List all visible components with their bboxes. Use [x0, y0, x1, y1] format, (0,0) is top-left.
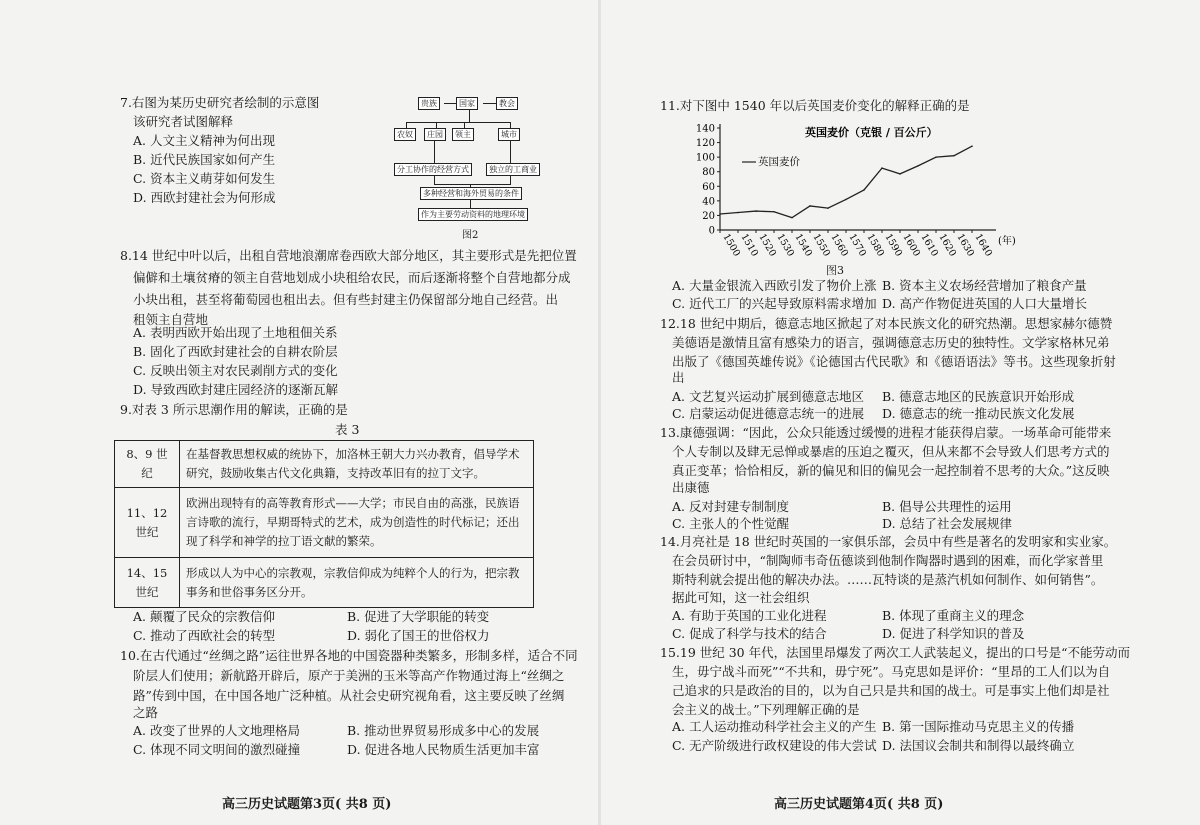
- x-tick-label: 1570: [846, 232, 869, 259]
- table-row: [115, 558, 534, 608]
- y-tick-label: 20: [702, 210, 715, 222]
- data-point: [845, 199, 847, 201]
- q11-option-b[interactable]: B. 资本主义农场经营增加了粮食产量: [882, 278, 1087, 293]
- q8-stem-line4: 租领主自营地: [133, 312, 209, 327]
- table-cell-text: 在基督教思想权威的统协下，加洛林王朝大力兴办教育，倡导学术研究，鼓励收集古代文化典籍，支持改革旧有的拉丁文字。: [180, 441, 534, 488]
- data-point: [881, 167, 883, 169]
- x-tick-label: 1630: [954, 232, 977, 259]
- q12-option-a[interactable]: A. 文艺复兴运动扩展到德意志地区: [672, 389, 864, 404]
- table-row: [115, 488, 534, 558]
- q10-option-a[interactable]: A. 改变了世界的人文地理格局: [133, 723, 300, 738]
- q8-stem-line2: 偏僻和土壤贫瘠的领主自营地划成小块租给农民，而后逐渐将整个自营地都分成: [133, 270, 571, 285]
- q11-option-c[interactable]: C. 近代工厂的兴起导致原料需求增加: [672, 296, 877, 311]
- q8-stem-line1: 8.14 世纪中叶以后，出租自营地浪潮席卷西欧大部分地区，其主要形式是先把位置: [120, 248, 577, 263]
- q12-option-d[interactable]: D. 德意志的统一推动民族文化发展: [882, 406, 1075, 421]
- x-axis-unit: (年): [998, 236, 1016, 247]
- table-cell-era: 14、15 世纪: [115, 558, 180, 608]
- q14-option-c[interactable]: C. 促成了科学与技术的结合: [672, 626, 827, 641]
- q10-stem-line1: 10.在古代通过“丝绸之路”运往世界各地的中国瓷器种类繁多，形制多样，适合不同: [120, 648, 578, 663]
- q8-option-d[interactable]: D. 导致西欧封建庄园经济的逐渐瓦解: [133, 382, 339, 397]
- legend-label: 英国麦价: [758, 156, 800, 168]
- q14-stem-line3: 斯特利就会提出他的解决办法。……瓦特谈的是蒸汽机如何制作、如何销售”。: [672, 572, 1104, 587]
- q10-stem-line4: 之路: [133, 705, 159, 720]
- left-page-footer: 高三历史试题第3页( 共8 页): [222, 797, 392, 812]
- diagram-box-church: 教会: [496, 97, 518, 110]
- q13-stem-line4: 出康德: [672, 480, 710, 495]
- q15-option-d[interactable]: D. 法国议会制共和制得以最终确立: [882, 738, 1075, 753]
- q9-option-b[interactable]: B. 促进了大学职能的转变: [347, 609, 490, 624]
- q15-stem-line1: 15.19 世纪 30 年代，法国里昂爆发了两次工人武装起义，提出的口号是“不能劳动而: [660, 645, 1131, 660]
- q9-option-a[interactable]: A. 颠覆了民众的宗教信仰: [133, 609, 275, 624]
- x-tick-label: 1540: [792, 232, 815, 259]
- x-tick-label: 1600: [900, 232, 923, 259]
- q15-stem-line2: 生，毋宁战斗而死”“不共和，毋宁死”。马克思如是评价：“里昂的工人们以为自: [672, 664, 1111, 679]
- y-tick-label: 120: [695, 138, 715, 150]
- x-tick-label: 1530: [774, 232, 797, 259]
- q7-option-d[interactable]: D. 西欧封建社会为何形成: [133, 190, 276, 205]
- data-point: [773, 211, 775, 213]
- x-tick-label: 1590: [882, 232, 905, 259]
- q12-stem-line1: 12.18 世纪中期后，德意志地区掀起了对本民族文化的研究热潮。思想家赫尔德赞: [660, 316, 1113, 331]
- y-tick-label: 140: [695, 123, 715, 135]
- data-point: [809, 205, 811, 207]
- data-point: [917, 165, 919, 167]
- data-point: [899, 173, 901, 175]
- q15-option-c[interactable]: C. 无产阶级进行政权建设的伟大尝试: [672, 738, 877, 753]
- q9-stem: 9.对表 3 所示思潮作用的解读，正确的是: [120, 402, 348, 417]
- diagram-box-manor: 庄园: [424, 128, 446, 141]
- y-tick-label: 60: [702, 181, 715, 193]
- q10-stem-line2: 阶层人们使用；新航路开辟后，原产于美洲的玉米等高产作物通过海上“丝绸之: [133, 668, 565, 683]
- q14-stem-line1: 14.月亮社是 18 世纪时英国的一家俱乐部，会员中有些是著名的发明家和实业家。: [660, 534, 1117, 549]
- q8-stem-line3: 小块出租，甚至将葡萄园也租出去。但有些封建主仍保留部分地自己经营。出: [133, 292, 559, 307]
- q14-stem-line2: 在会员研讨中，“制陶师韦奇伍德谈到他制作陶器时遇到的困难，而化学家普里: [672, 553, 1104, 568]
- q7-option-c[interactable]: C. 资本主义萌芽如何发生: [133, 171, 276, 186]
- q8-option-c[interactable]: C. 反映出领主对农民剥削方式的变化: [133, 363, 338, 378]
- diagram-box-geography: 作为主要劳动资料的地理环境: [418, 208, 528, 221]
- q7-option-a[interactable]: A. 人文主义精神为何出现: [133, 133, 275, 148]
- q15-stem-line3: 己追求的只是政治的目的，以为自己只是共和国的战士。可是事实上他们却是社: [672, 683, 1110, 698]
- q8-option-a[interactable]: A. 表明西欧开始出现了土地租佃关系: [133, 325, 338, 340]
- q15-option-b[interactable]: B. 第一国际推动马克思主义的传播: [882, 719, 1075, 734]
- q13-option-c[interactable]: C. 主张人的个性觉醒: [672, 516, 790, 531]
- q13-stem-line3: 真正变革；恰恰相反，新的偏见和旧的偏见会一起控制着不思考的大众。”这反映: [672, 463, 1110, 478]
- x-tick-label: 1500: [720, 232, 743, 259]
- q13-stem-line1: 13.康德强调：“因此，公众只能透过缓慢的进程才能获得启蒙。一场革命可能带来: [660, 425, 1112, 440]
- q13-option-b[interactable]: B. 倡导公共理性的运用: [882, 499, 1012, 514]
- q9-option-d[interactable]: D. 弱化了国王的世俗权力: [347, 628, 490, 643]
- diagram-box-lord: 领主: [452, 128, 474, 141]
- y-tick-label: 0: [708, 225, 715, 237]
- diagram-box-division: 分工协作的经营方式: [394, 163, 472, 176]
- figure-3-caption: 图3: [826, 264, 844, 277]
- x-tick-label: 1560: [828, 232, 851, 259]
- q10-option-d[interactable]: D. 促进各地人民物质生活更加丰富: [347, 742, 540, 757]
- q10-option-b[interactable]: B. 推动世界贸易形成多中心的发展: [347, 723, 540, 738]
- data-point: [737, 212, 739, 214]
- data-point: [827, 207, 829, 209]
- y-tick-label: 80: [702, 167, 715, 179]
- right-page-footer: 高三历史试题第4页( 共8 页): [774, 797, 944, 812]
- q11-option-d[interactable]: D. 高产作物促进英国的人口大量增长: [882, 296, 1088, 311]
- data-point: [953, 155, 955, 157]
- chart-title: 英国麦价（克银 / 百公斤）: [805, 126, 938, 139]
- table-cell-text: 形成以人为中心的宗教观，宗教信仰成为纯粹个人的行为，把宗教事务和世俗事务区分开。: [180, 558, 534, 608]
- table-cell-era: 8、9 世纪: [115, 441, 180, 488]
- q14-stem-line4: 据此可知，这一社会组织: [672, 590, 810, 605]
- q12-option-b[interactable]: B. 德意志地区的民族意识开始形成: [882, 389, 1075, 404]
- q14-option-a[interactable]: A. 有助于英国的工业化进程: [672, 608, 827, 623]
- figure-2-caption: 图2: [462, 230, 479, 241]
- q15-stem-line4: 会主义的战士。”下列理解正确的是: [672, 702, 860, 717]
- q13-option-d[interactable]: D. 总结了社会发展规律: [882, 516, 1013, 531]
- q7-stem-line1: 7.右图为某历史研究者绘制的示意图: [120, 95, 320, 110]
- q8-option-b[interactable]: B. 固化了西欧封建社会的自耕农阶层: [133, 344, 338, 359]
- diagram-box-city: 城市: [498, 128, 520, 141]
- q10-stem-line3: 路”传到中国，在中国各地广泛种植。从社会史研究视角看，这主要反映了丝绸: [133, 688, 565, 703]
- diagram-box-serf: 农奴: [394, 128, 416, 141]
- figure-2-diagram: [390, 95, 540, 240]
- x-tick-label: 1510: [738, 232, 761, 259]
- q11-stem: 11.对下图中 1540 年以后英国麦价变化的解释正确的是: [660, 98, 970, 113]
- x-tick-label: 1580: [864, 232, 887, 259]
- x-tick-label: 1520: [756, 232, 779, 259]
- y-tick-label: 100: [695, 152, 715, 164]
- q7-option-b[interactable]: B. 近代民族国家如何产生: [133, 152, 276, 167]
- data-point: [719, 213, 721, 215]
- x-tick-label: 1550: [810, 232, 833, 259]
- q9-option-c[interactable]: C. 推动了西欧社会的转型: [133, 628, 276, 643]
- data-point: [755, 210, 757, 212]
- diagram-box-trade: 多种经营和海外贸易的条件: [420, 187, 522, 200]
- q13-option-a[interactable]: A. 反对封建专制制度: [672, 499, 789, 514]
- q12-stem-line4: 出: [672, 370, 685, 385]
- diagram-box-commerce: 独立的工商业: [486, 163, 540, 176]
- table-cell-text: 欧洲出现特有的高等教育形式——大学；市民自由的高涨，民族语言诗歌的流行，早期哥特式的艺术，成为创造性的时代标记；还出现了科学和神学的拉丁语文献的繁荣。: [180, 488, 534, 558]
- data-point: [791, 217, 793, 219]
- table-3: [114, 440, 534, 608]
- data-point: [863, 189, 865, 191]
- q15-option-a[interactable]: A. 工人运动推动科学社会主义的产生: [672, 719, 877, 734]
- q12-option-c[interactable]: C. 启蒙运动促进德意志统一的进展: [672, 406, 865, 421]
- y-tick-label: 40: [702, 196, 715, 208]
- diagram-box-nobility: 贵族: [418, 97, 440, 110]
- q11-option-a[interactable]: A. 大量金银流入西欧引发了物价上涨: [672, 278, 877, 293]
- right-page: [600, 0, 1200, 825]
- figure-3-chart: [680, 118, 1040, 278]
- diagram-box-state: 国家: [456, 97, 478, 110]
- table-cell-era: 11、12 世纪: [115, 488, 180, 558]
- q7-stem-line2: 该研究者试图解释: [133, 114, 234, 129]
- q14-option-b[interactable]: B. 体现了重商主义的理念: [882, 608, 1025, 623]
- q12-stem-line2: 美德语是激情且富有感染力的语言，强调德意志历史的独特性。文学家格林兄弟: [672, 335, 1110, 350]
- table-3-title: 表 3: [335, 422, 360, 437]
- data-point: [935, 156, 937, 158]
- data-point: [971, 145, 973, 147]
- q13-stem-line2: 个人专制以及肆无忌惮或暴虐的压迫之覆灭，但从来都不会导致人们思考方式的: [672, 444, 1110, 459]
- x-tick-label: 1610: [918, 232, 941, 259]
- x-tick-label: 1620: [936, 232, 959, 259]
- q10-option-c[interactable]: C. 体现不同文明间的激烈碰撞: [133, 742, 301, 757]
- q12-stem-line3: 出版了《德国英雄传说》《论德国古代民歌》和《德语语法》等书。这些现象折射: [672, 354, 1116, 369]
- x-tick-label: 1640: [972, 232, 995, 259]
- table-row: [115, 441, 534, 488]
- q14-option-d[interactable]: D. 促进了科学知识的普及: [882, 626, 1025, 641]
